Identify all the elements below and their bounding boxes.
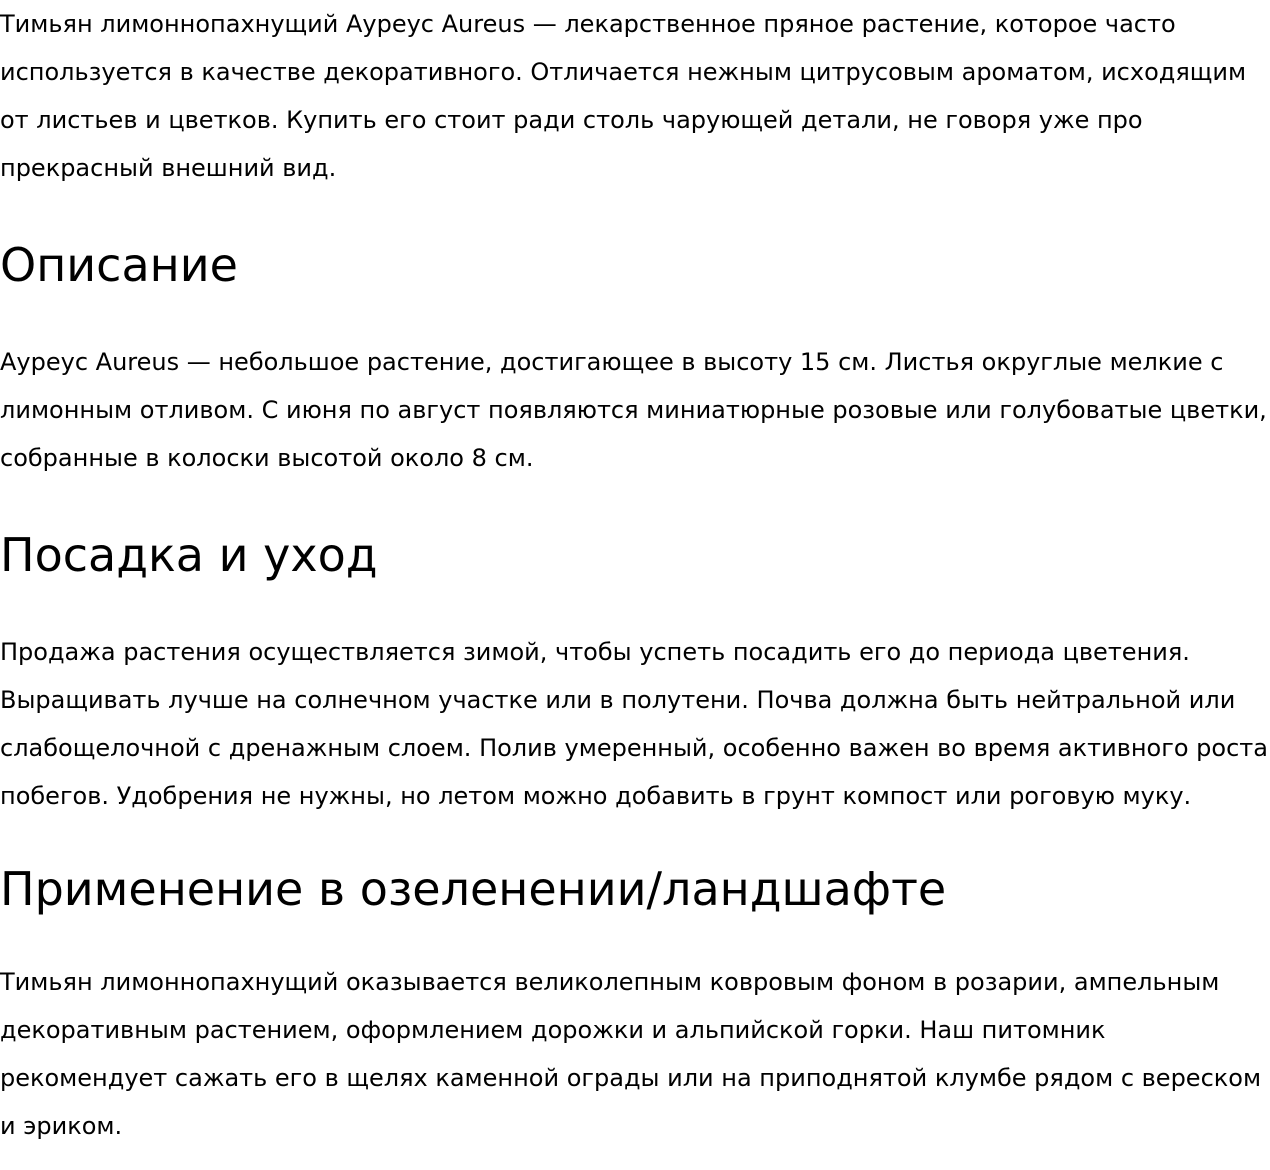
section-heading-planting-care: Посадка и уход (0, 528, 378, 582)
section-text-description: Ауреус Aureus — небольшое растение, достигающее в высоту 15 см. Листья округлые мелкие с лимонным отливом. С июня по август появляются миниатюрные розовые или голубоватые цветки, собранные в колоски высотой около 8 см. (0, 348, 1267, 472)
section-heading-description: Описание (0, 238, 238, 292)
section-text-planting-care: Продажа растения осуществляется зимой, чтобы успеть посадить его до периода цветения. Выращивать лучше на солнечном участке или в полутени. Почва должна быть нейтральной или слабощелочной с дренажным слоем. Полив умеренный, особенно важен во время активного роста побегов. Удобрения не нужны, но летом можно добавить в грунт компост или роговую муку. (0, 638, 1268, 810)
intro-paragraph: Тимьян лимоннопахнущий Ауреус Aureus — лекарственное пряное растение, которое часто используется в качестве декоративного. Отличается нежным цитрусовым ароматом, исходящим от листьев и цветков. Купить его стоит ради столь чарующей детали, не говоря уже про прекрасный внешний вид. (0, 10, 1247, 182)
section-text-landscape-use: Тимьян лимоннопахнущий оказывается великолепным ковровым фоном в розарии, ампельным декоративным растением, оформлением дорожки и альпийской горки. Наш питомник рекомендует сажать его в щелях каменной ограды или на приподнятой клумбе рядом с вереском и эриком. (0, 968, 1262, 1140)
section-heading-landscape-use: Применение в озеленении/ландшафте (0, 862, 947, 916)
